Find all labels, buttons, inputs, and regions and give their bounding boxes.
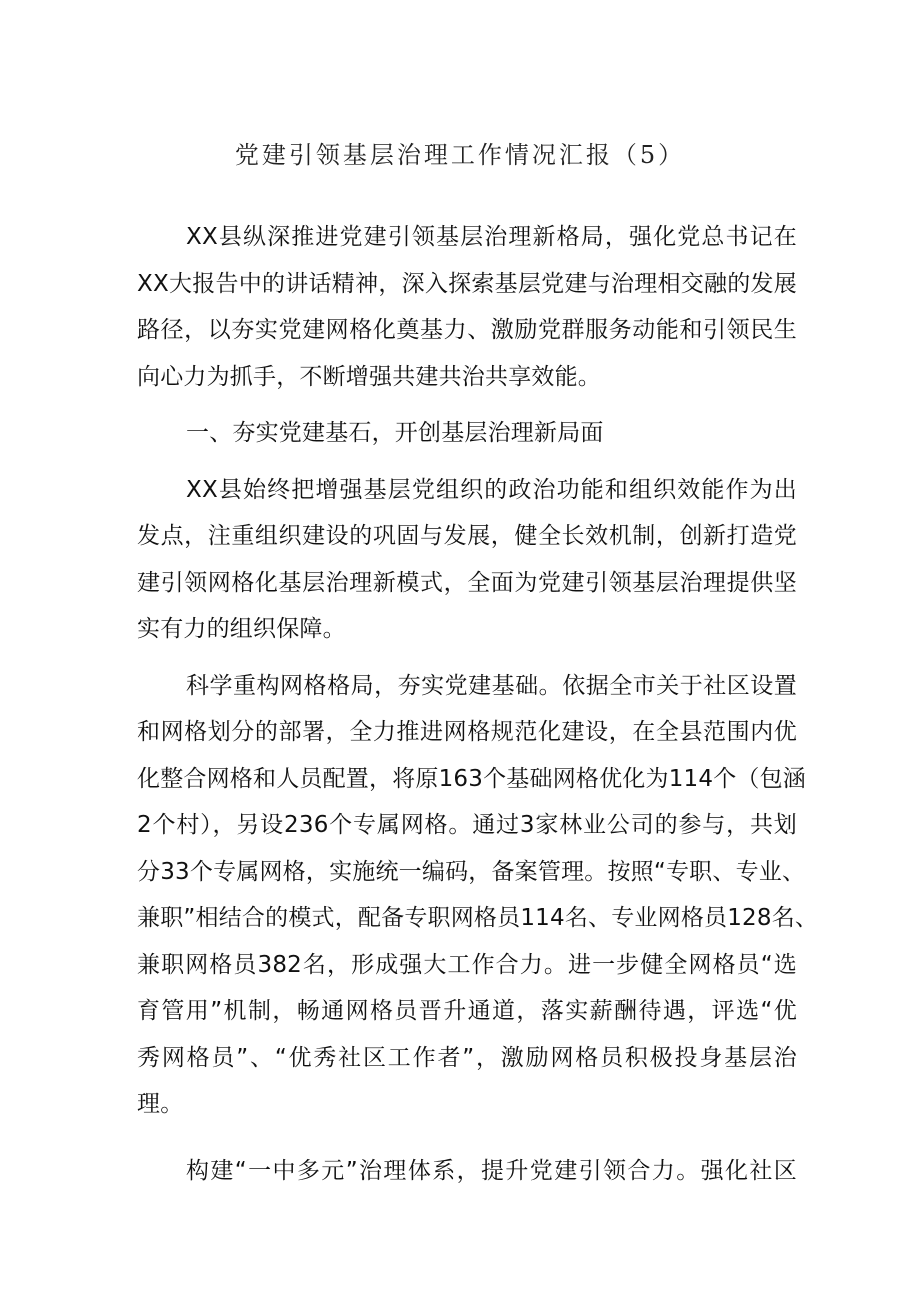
text-line: XX大报告中的讲话精神，深入探索基层党建与治理相交融的发展 [137, 270, 797, 297]
text-line: 秀网格员”、“优秀社区工作者”，激励网格员积极投身基层治 [137, 1044, 797, 1071]
text-line: 路径，以夯实党建网格化奠基力、激励党群服务动能和引领民生 [137, 317, 797, 343]
text-line: 兼职网格员382名，形成强大工作合力。进一步健全网格员“选 [137, 951, 797, 978]
text-line: XX县纵深推进党建引领基层治理新格局，强化党总书记在 [186, 224, 797, 250]
text-line: 2个村），另设236个专属网格。通过3家林业公司的参与，共划 [137, 812, 797, 838]
text-line: 分33个专属网格，实施统一编码，备案管理。按照“专职、专业、 [137, 858, 806, 885]
document-title: 党建引领基层治理工作情况汇报（5） [234, 141, 686, 169]
text-line: 向心力为抓手，不断增强共建共治共享效能。 [137, 363, 601, 390]
text-line: 发点，注重组织建设的巩固与发展，健全长效机制，创新打造党 [137, 523, 797, 549]
document-body [137, 214, 819, 1194]
text-line: 科学重构网格格局，夯实党建基础。依据全市关于社区设置 [186, 672, 797, 699]
text-line: 育管用”机制，畅通网格员晋升通道，落实薪酬待遇，评选“优 [137, 998, 797, 1024]
text-line: 建引领网格化基层治理新模式，全面为党建引领基层治理提供坚 [137, 569, 797, 596]
text-line: 兼职”相结合的模式，配备专职网格员114名、专业网格员128名、 [137, 905, 819, 931]
section-heading: 一、夯实党建基石，开创基层治理新局面 [186, 420, 604, 446]
text-line: 和网格划分的部署，全力推进网格规范化建设，在全县范围内优 [137, 719, 797, 745]
text-line: 化整合网格和人员配置，将原163个基础网格优化为114个（包涵 [137, 765, 806, 792]
text-line: 理。 [137, 1091, 184, 1117]
text-line: 实有力的组织保障。 [137, 616, 346, 642]
text-line: XX县始终把增强基层党组织的政治功能和组织效能作为出 [186, 476, 797, 503]
text-line: 构建“一中多元”治理体系，提升党建引领合力。强化社区 [186, 1157, 797, 1184]
